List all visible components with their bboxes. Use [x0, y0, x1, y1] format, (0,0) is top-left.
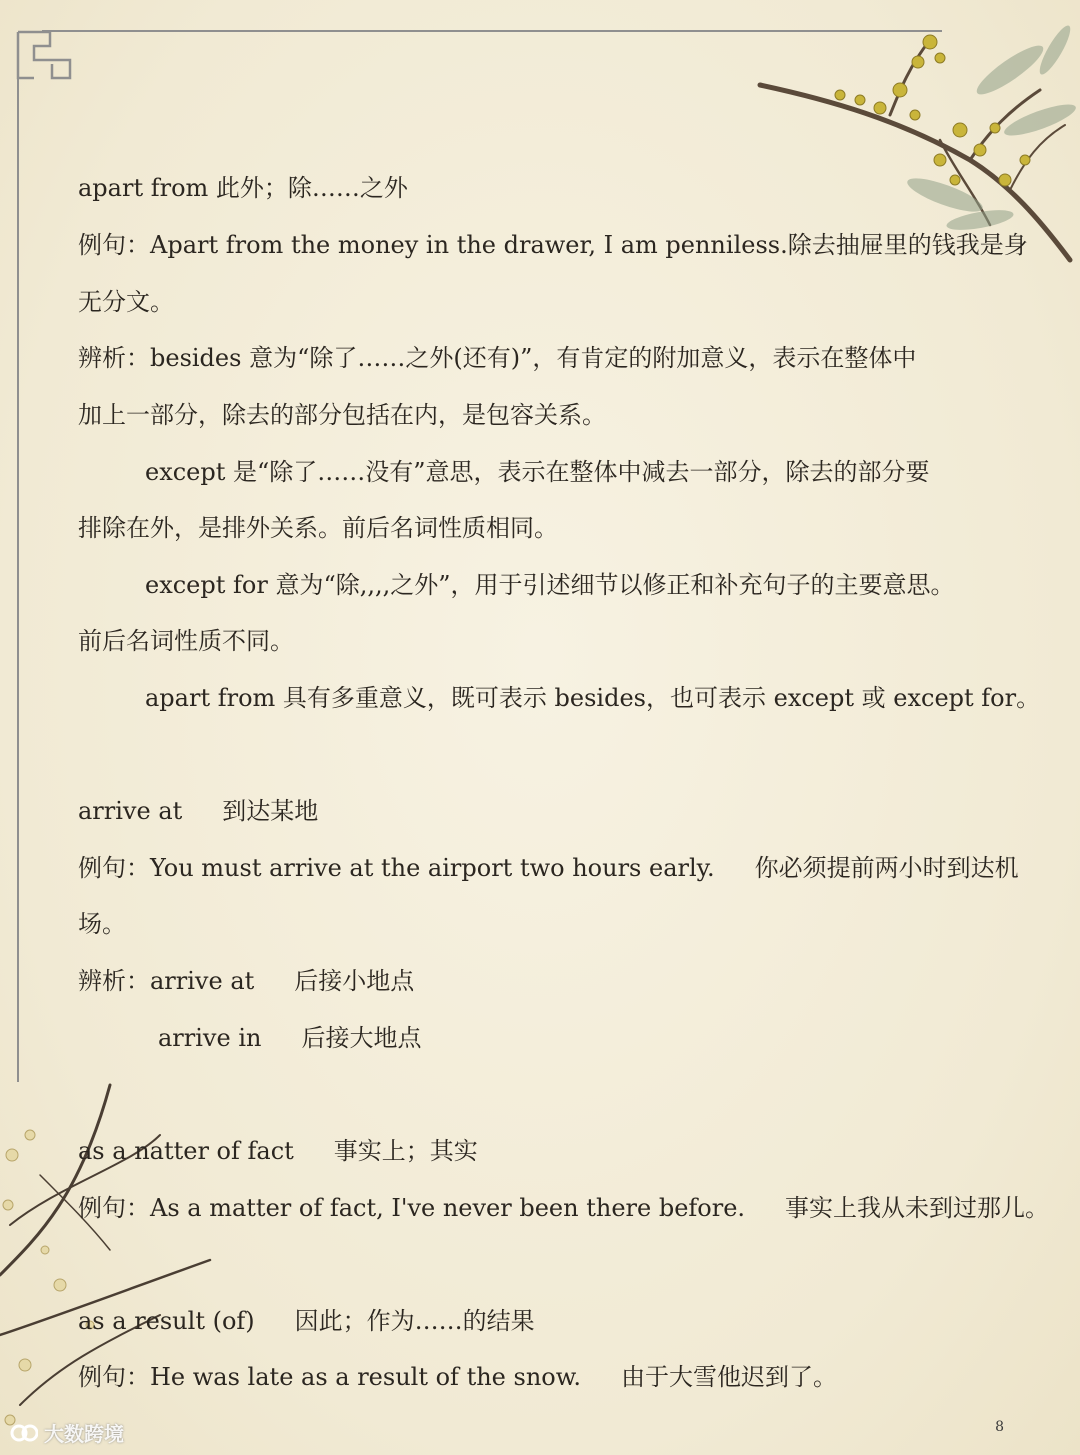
entry-apart-from-analysis-line-3: except 是“除了……没有”意思，表示在整体中减去一部分，除去的部分要	[145, 458, 930, 486]
watermark-logo-icon	[10, 1422, 38, 1444]
example-english: You must arrive at the airport two hours early.	[150, 854, 715, 882]
phrase: as a result (of)	[78, 1307, 255, 1335]
meaning: 因此；作为……的结果	[294, 1307, 535, 1335]
example-label: 例句：	[78, 1194, 150, 1222]
watermark	[10, 1418, 124, 1447]
analysis-term: arrive at	[150, 967, 255, 995]
frame-corner-knot-icon	[14, 28, 74, 82]
example-label: 例句：	[78, 1363, 150, 1391]
watermark-text: 大数跨境	[44, 1422, 124, 1446]
example-label: 例句：	[78, 854, 150, 882]
analysis-note: 后接小地点	[294, 967, 415, 995]
entry-apart-from-analysis-line-5: except for 意为“除,,,,之外”，用于引述细节以修正和补充句子的主要意思。	[145, 571, 955, 599]
example-english: As a matter of fact, I've never been there before.	[150, 1194, 746, 1222]
entry-arrive-at-analysis-1	[78, 965, 414, 997]
meaning: 到达某地	[222, 797, 319, 825]
entry-as-a-matter-of-fact-example	[78, 1192, 1049, 1224]
example-chinese: 你必须提前两小时到达机	[754, 854, 1019, 882]
analysis-label: 辨析：	[78, 967, 150, 995]
example-english: He was late as a result of the snow.	[150, 1363, 582, 1391]
analysis-term: arrive in	[158, 1024, 262, 1052]
entry-apart-from-analysis-line-7: apart from 具有多重意义，既可表示 besides，也可表示 except 或 except for。	[145, 684, 1041, 712]
example-chinese: 由于大雪他迟到了。	[621, 1363, 838, 1391]
analysis-note: 后接大地点	[301, 1024, 422, 1052]
entry-apart-from-analysis-line-2: 加上一部分，除去的部分包括在内，是包容关系。	[78, 401, 606, 429]
meaning: 事实上；其实	[333, 1137, 478, 1165]
example-chinese: 事实上我从未到过那儿。	[785, 1194, 1050, 1222]
entry-apart-from-example-line-2: 无分文。	[78, 288, 174, 316]
entry-apart-from-example-line-1: 例句：Apart from the money in the drawer, I am penniless.除去抽屉里的钱我是身	[78, 231, 1028, 259]
entry-apart-from-analysis-line-4: 排除在外，是排外关系。前后名词性质相同。	[78, 514, 558, 542]
entry-as-a-result-of-example	[78, 1361, 837, 1393]
entry-apart-from-analysis-line-6: 前后名词性质不同。	[78, 627, 294, 655]
entry-arrive-at-analysis-2	[158, 1022, 421, 1054]
entry-as-a-matter-of-fact-heading	[78, 1135, 478, 1167]
phrase: arrive at	[78, 797, 183, 825]
entry-arrive-at-example	[78, 852, 1019, 884]
phrase: as a natter of fact	[78, 1137, 294, 1165]
plum-blossom-branch-bottom-left	[0, 1075, 230, 1455]
frame-left-border	[17, 52, 19, 1082]
entry-apart-from-analysis-line-1: 辨析：besides 意为“除了……之外(还有)”，有肯定的附加意义，表示在整体中	[78, 344, 917, 372]
entry-arrive-at-heading	[78, 795, 318, 827]
entry-as-a-result-of-heading	[78, 1305, 535, 1337]
entry-arrive-at-example-cont: 场。	[78, 910, 126, 938]
entry-apart-from-heading: apart from 此外；除……之外	[78, 174, 408, 202]
page-number: 8	[995, 1419, 1004, 1435]
